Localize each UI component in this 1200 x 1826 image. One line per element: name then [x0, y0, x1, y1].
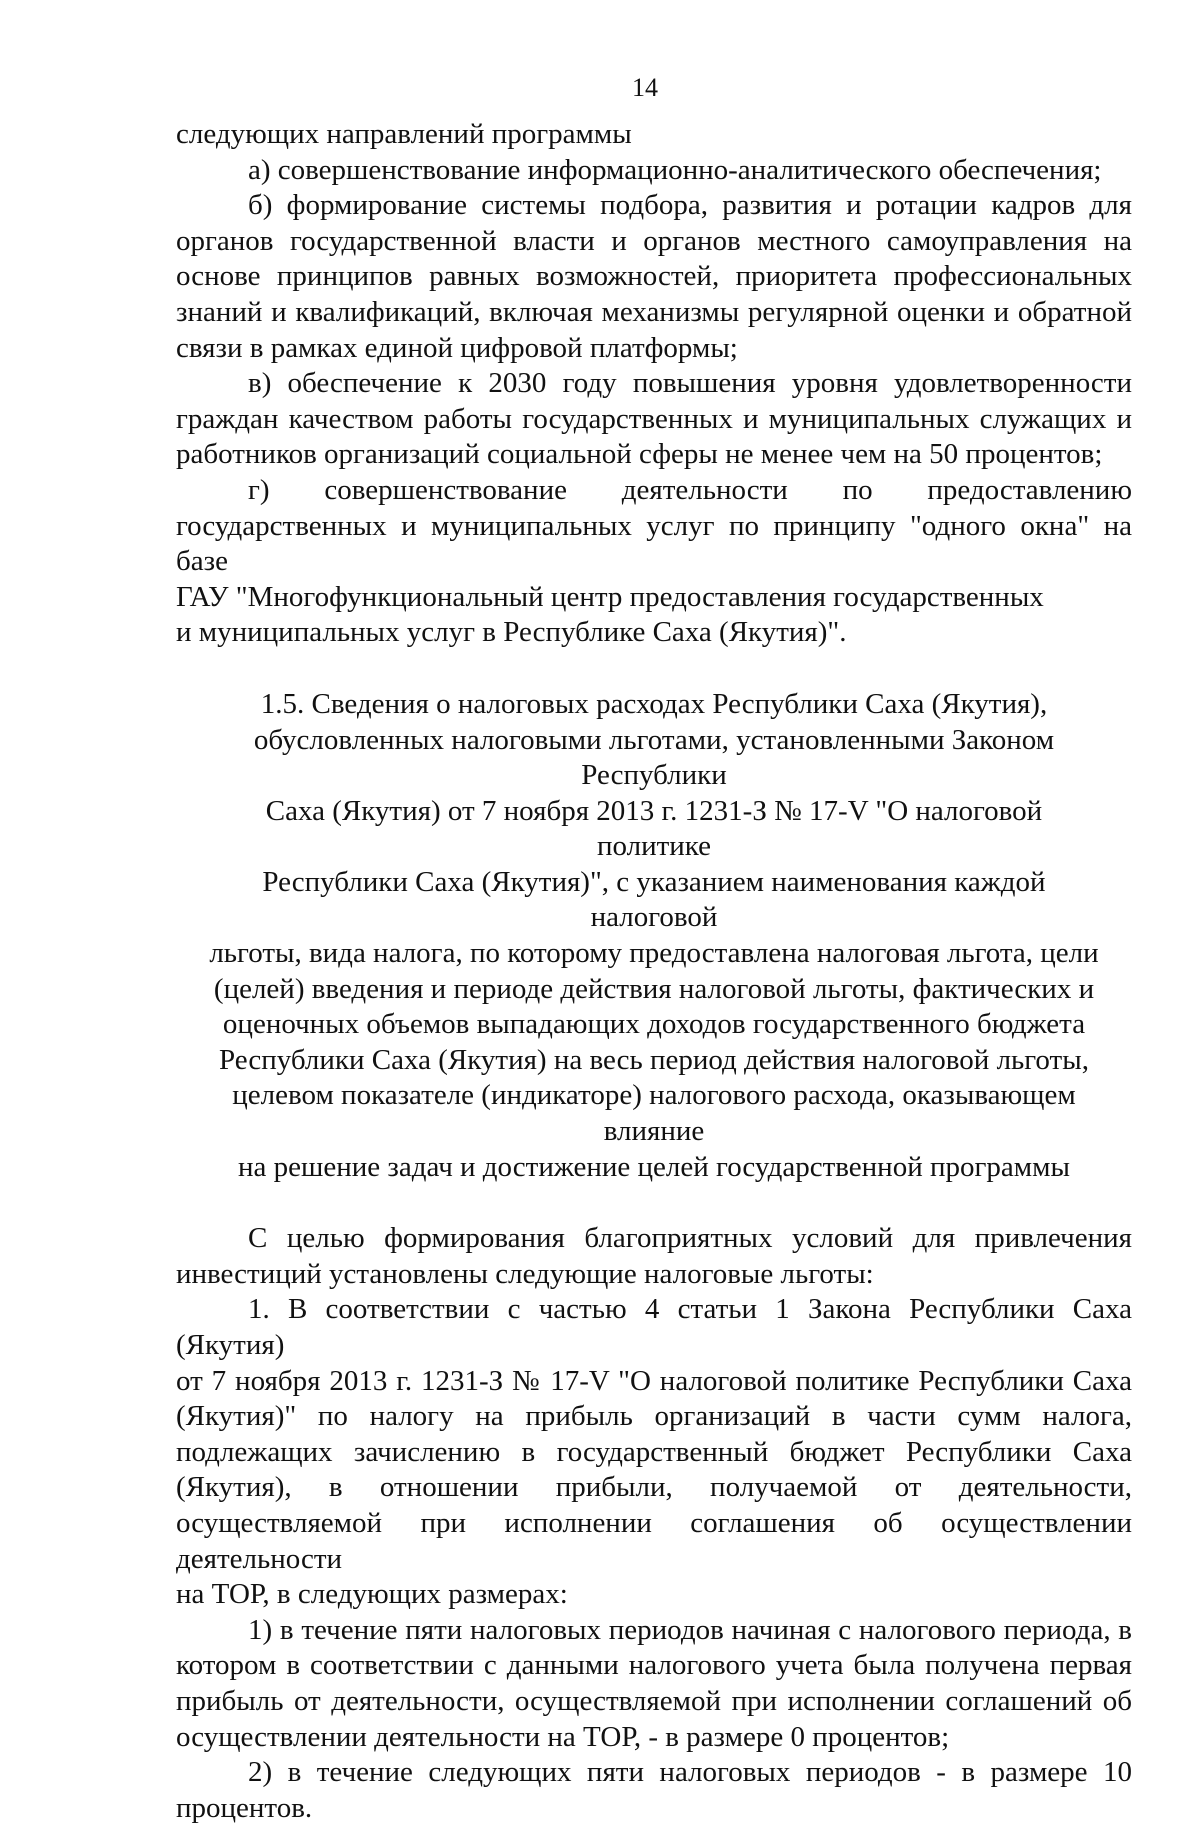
- purpose-paragraph: [176, 1221, 1132, 1292]
- text-line: основе принципов равных возможностей, приоритета профессиональных: [176, 260, 1132, 293]
- text-line: инвестиций установлены следующие налоговые льготы:: [176, 1257, 874, 1290]
- text-line: (Якутия), в отношении прибыли, получаемой от деятельности,: [176, 1471, 1132, 1504]
- text-line: граждан качеством работы государственных и муниципальных служащих и: [176, 402, 1132, 435]
- text-line: 2) в течение следующих пяти налоговых периодов - в размере 10: [248, 1756, 1132, 1789]
- heading-line: Республики Саха (Якутия) на весь период действия налоговой льготы,: [219, 1043, 1089, 1076]
- text-line: процентов.: [176, 1791, 313, 1824]
- text-line: прибыль от деятельности, осуществляемой при исполнении соглашений об: [176, 1684, 1132, 1717]
- subpoint-2-paragraph: [176, 1755, 1132, 1826]
- list-item-b: [176, 188, 1132, 366]
- subpoint-1-paragraph: [176, 1613, 1132, 1755]
- text-line: а) совершенствование информационно-аналитического обеспечения;: [248, 153, 1102, 186]
- text-line: б) формирование системы подбора, развития и ротации кадров для: [248, 189, 1132, 222]
- heading-line: оценочных объемов выпадающих доходов государственного бюджета: [222, 1008, 1086, 1041]
- text-line: органов государственной власти и органов местного самоуправления на: [176, 224, 1132, 257]
- heading-line: обусловленных налоговыми льготами, установленными Законом Республики: [253, 723, 1055, 792]
- text-line: следующих направлений программы: [176, 118, 632, 150]
- text-line: связи в рамках единой цифровой платформы;: [176, 331, 738, 364]
- text-line: знаний и квалификаций, включая механизмы регулярной оценки и обратной: [176, 295, 1132, 328]
- list-item-a: [176, 153, 1132, 189]
- list-item-v: [176, 366, 1132, 473]
- heading-line: на решение задач и достижение целей государственной программы: [238, 1150, 1070, 1183]
- heading-line: (целей) введения и периоде действия налоговой льготы, фактических и: [213, 972, 1095, 1005]
- heading-line: 1.5. Сведения о налоговых расходах Республики Саха (Якутия),: [260, 687, 1048, 720]
- lead-paragraph: [176, 117, 1132, 153]
- heading-line: льготы, вида налога, по которому предоставлена налоговая льгота, цели: [209, 937, 1099, 970]
- heading-line: Республики Саха (Якутия)", с указанием наименования каждой налоговой: [262, 865, 1046, 934]
- text-line: подлежащих зачислению в государственный бюджет Республики Саха: [176, 1435, 1132, 1468]
- text-line: ГАУ "Многофункциональный центр предоставления государственных: [176, 580, 1044, 613]
- text-line: (Якутия)" по налогу на прибыль организаций в части сумм налога,: [176, 1400, 1132, 1433]
- text-line: работников организаций социальной сферы не менее чем на 50 процентов;: [176, 438, 1103, 471]
- text-line: г) совершенствование деятельности по предоставлению: [248, 473, 1132, 506]
- page-number: 14: [632, 73, 658, 102]
- text-line: осуществлении деятельности на ТОР, - в размере 0 процентов;: [176, 1720, 950, 1753]
- text-line: 1) в течение пяти налоговых периодов начиная с налогового периода, в: [248, 1613, 1132, 1646]
- text-line: от 7 ноября 2013 г. 1231-З № 17-V "О налоговой политике Республики Саха: [176, 1364, 1132, 1397]
- text-line: на ТОР, в следующих размерах:: [176, 1578, 568, 1611]
- list-item-g: [176, 473, 1132, 651]
- section-heading: [176, 687, 1132, 1185]
- text-line: С целью формирования благоприятных условий для привлечения: [248, 1222, 1132, 1255]
- document-text: [176, 117, 1132, 1826]
- point-1-paragraph: [176, 1292, 1132, 1612]
- heading-line: целевом показателе (индикаторе) налогового расхода, оказывающем влияние: [232, 1079, 1076, 1148]
- text-line: в) обеспечение к 2030 году повышения уровня удовлетворенности: [248, 367, 1132, 400]
- text-line: осуществляемой при исполнении соглашения об осуществлении деятельности: [176, 1506, 1132, 1575]
- text-line: и муниципальных услуг в Республике Саха (Якутия)".: [176, 616, 847, 649]
- text-line: 1. В соответствии с частью 4 статьи 1 Закона Республики Саха (Якутия): [176, 1293, 1132, 1361]
- heading-line: Саха (Якутия) от 7 ноября 2013 г. 1231-З № 17-V "О налоговой политике: [265, 794, 1043, 863]
- text-line: котором в соответствии с данными налогового учета была получена первая: [176, 1649, 1132, 1682]
- text-line: государственных и муниципальных услуг по принципу "одного окна" на базе: [176, 509, 1132, 578]
